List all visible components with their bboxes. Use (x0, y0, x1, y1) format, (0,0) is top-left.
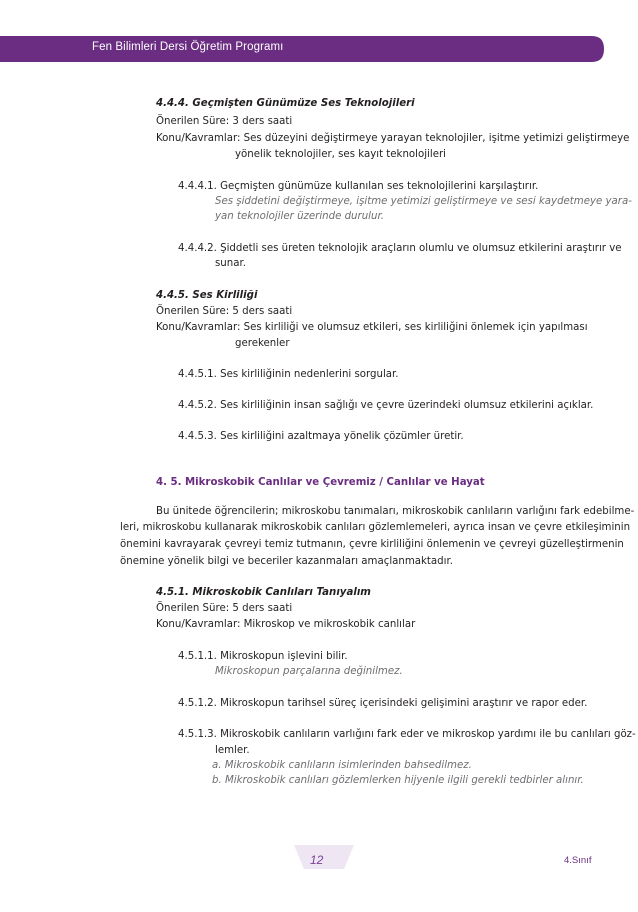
duration-4-4-4: Önerilen Süre: 3 ders saati (156, 116, 293, 127)
duration-4-5-1: Önerilen Süre: 5 ders saati (156, 603, 293, 614)
note-4-5-1-1: Mikroskopun parçalarına değinilmez. (215, 666, 403, 677)
outcome-4-4-4-2-line1: 4.4.4.2. Şiddetli ses üreten teknolojik araçların olumlu ve olumsuz etkilerini araştırır ve (178, 243, 622, 254)
outcome-4-5-1-3-line1: 4.5.1.3. Mikroskobik canlıların varlığını fark eder ve mikroskop yardımı ile bu canlıları göz- (178, 729, 636, 740)
concepts-4-4-4-line1: Konu/Kavramlar: Ses düzeyini değiştirmeye yarayan teknolojiler, işitme yetimizi geliştirmeye (156, 133, 630, 144)
section-heading-4-5-1: 4.5.1. Mikroskobik Canlıları Tanıyalım (156, 587, 371, 598)
outcome-4-5-1-1: 4.5.1.1. Mikroskopun işlevini bilir. (178, 651, 348, 662)
outcome-4-5-1-3-line2: lemler. (215, 745, 250, 756)
page-number: 12 (310, 853, 324, 867)
note-4-4-4-1-line2: yan teknolojiler üzerinde durulur. (215, 211, 384, 222)
unit-paragraph-line3: önemini kavrayarak çevreyi temiz tutmanın, çevre kirliliğini önlemenin ve çevreyi güzelleştirmenin (120, 539, 624, 550)
unit-heading-4-5: 4. 5. Mikroskobik Canlılar ve Çevremiz / Canlılar ve Hayat (156, 477, 485, 488)
outcome-4-4-5-3: 4.4.5.3. Ses kirliliğini azaltmaya yönelik çözümler üretir. (178, 431, 464, 442)
unit-paragraph-line2: leri, mikroskobu kullanarak mikroskobik canlıları gözlemlemeleri, ayrıca insan ve çevre etkileşiminin (120, 522, 631, 533)
duration-4-4-5: Önerilen Süre: 5 ders saati (156, 306, 293, 317)
note-4-5-1-3-b: b. Mikroskobik canlıları gözlemlerken hijyenle ilgili gerekli tedbirler alınır. (212, 775, 584, 786)
unit-paragraph-line1: Bu ünitede öğrencilerin; mikroskobu tanımaları, mikroskobik canlıların varlığını fark edebilme- (156, 506, 635, 517)
header-title: Fen Bilimleri Dersi Öğretim Programı (92, 41, 284, 53)
outcome-4-4-5-1: 4.4.5.1. Ses kirliliğinin nedenlerini sorgular. (178, 369, 399, 380)
section-heading-4-4-4: 4.4.4. Geçmişten Günümüze Ses Teknolojileri (156, 98, 415, 109)
outcome-4-4-4-1: 4.4.4.1. Geçmişten günümüze kullanılan ses teknolojilerini karşılaştırır. (178, 181, 539, 192)
page-number-tab (294, 845, 354, 869)
concepts-4-4-5-line1: Konu/Kavramlar: Ses kirliliği ve olumsuz etkileri, ses kirliliğini önlemek için yapılması (156, 322, 588, 333)
concepts-4-4-5-line2: gerekenler (235, 338, 290, 349)
outcome-4-4-4-2-line2: sunar. (215, 258, 246, 269)
concepts-4-5-1: Konu/Kavramlar: Mikroskop ve mikroskobik canlılar (156, 619, 416, 630)
outcome-4-5-1-2: 4.5.1.2. Mikroskopun tarihsel süreç içerisindeki gelişimini araştırır ve rapor eder. (178, 698, 588, 709)
footer-grade: 4.Sınıf (564, 855, 592, 866)
unit-paragraph-line4: önemine yönelik bilgi ve beceriler kazanmaları amaçlanmaktadır. (120, 556, 453, 567)
concepts-4-4-4-line2: yönelik teknolojiler, ses kayıt teknolojileri (235, 149, 446, 160)
section-heading-4-4-5: 4.4.5. Ses Kirliliği (156, 290, 258, 301)
outcome-4-4-5-2: 4.4.5.2. Ses kirliliğinin insan sağlığı ve çevre üzerindeki olumsuz etkilerini açıklar. (178, 400, 594, 411)
note-4-5-1-3-a: a. Mikroskobik canlıların isimlerinden bahsedilmez. (212, 760, 472, 771)
note-4-4-4-1-line1: Ses şiddetini değiştirmeye, işitme yetimizi geliştirmeye ve sesi kaydetmeye yara- (215, 196, 632, 207)
